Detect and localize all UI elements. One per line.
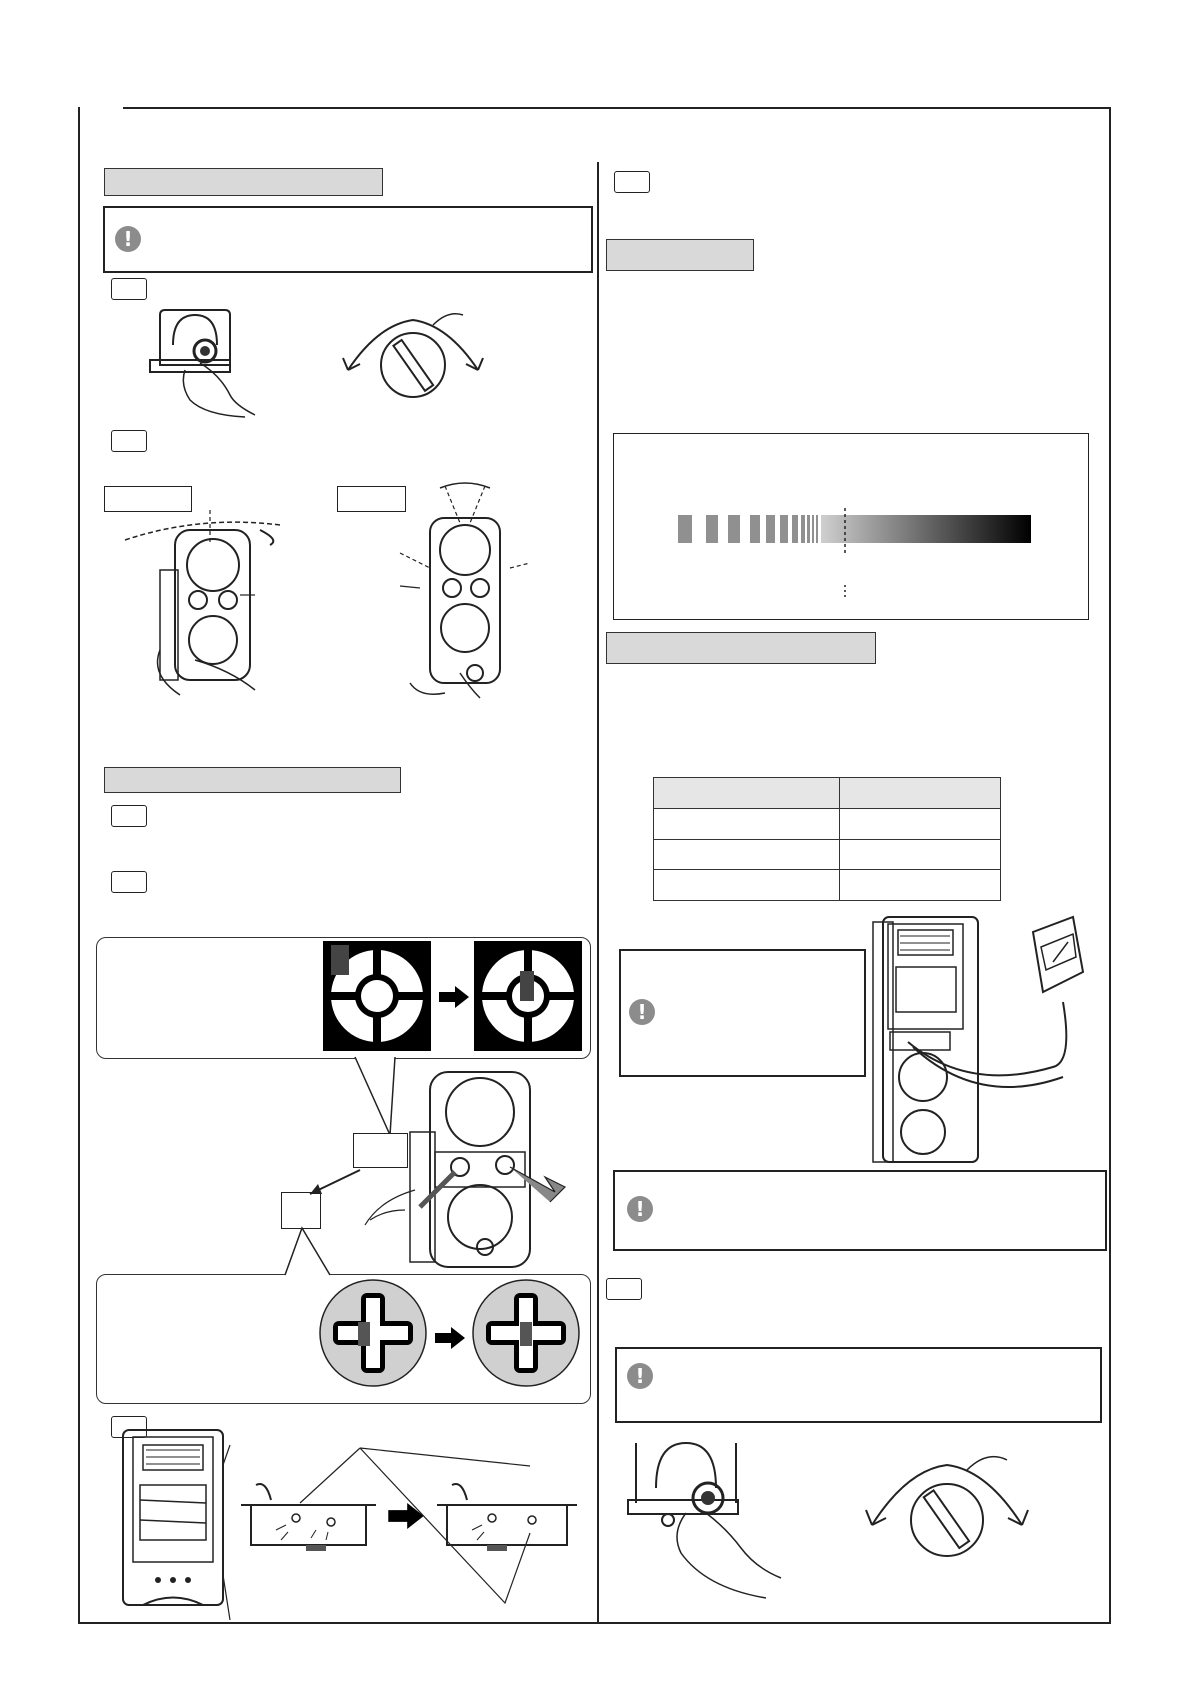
table-row xyxy=(654,839,1001,870)
scope-view-after xyxy=(474,941,582,1051)
caution-note-2 xyxy=(619,949,866,1077)
position-label-a xyxy=(353,1133,408,1168)
warning-icon: ! xyxy=(115,226,141,252)
page-top-rule xyxy=(123,107,1111,109)
table-cell xyxy=(654,839,840,870)
signal-bar-illustration xyxy=(678,505,1038,600)
callout-pointer-bottom xyxy=(285,1228,335,1276)
caution-note-3 xyxy=(613,1170,1107,1251)
warning-icon: ! xyxy=(627,1196,653,1222)
section-heading-4 xyxy=(606,632,876,664)
device-turning-illustration xyxy=(145,305,285,420)
step-number-box xyxy=(111,430,147,452)
device-turning-illustration xyxy=(626,1438,786,1603)
step-number-box xyxy=(614,171,650,193)
right-arrow-icon xyxy=(439,986,469,1008)
page-left-rule xyxy=(78,107,80,1623)
table-cell xyxy=(840,839,1001,870)
table-row xyxy=(654,809,1001,840)
page-bottom-rule xyxy=(78,1622,1111,1624)
caution-note-4 xyxy=(615,1347,1102,1423)
caution-note-1 xyxy=(103,206,593,273)
table-header-cell xyxy=(840,778,1001,809)
warning-icon: ! xyxy=(627,1363,653,1389)
column-divider xyxy=(597,162,599,1622)
detector-unit-illustration xyxy=(405,1062,565,1272)
voltmeter-connection-illustration xyxy=(868,912,1088,1167)
level-table xyxy=(653,777,1001,901)
table-header-row xyxy=(654,778,1001,809)
peep-view-before xyxy=(318,1278,428,1388)
step-number-box xyxy=(111,278,147,300)
warning-icon: ! xyxy=(629,999,655,1025)
peep-view-after xyxy=(471,1278,581,1388)
step-number-box xyxy=(111,871,147,893)
scope-view-before xyxy=(323,941,431,1051)
table-header-cell xyxy=(654,778,840,809)
section-heading-3 xyxy=(606,239,754,271)
table-row xyxy=(654,870,1001,901)
right-arrow-icon xyxy=(435,1327,465,1349)
step-number-box xyxy=(111,805,147,827)
led-leader-lines xyxy=(290,1448,540,1608)
table-cell xyxy=(840,809,1001,840)
step-number-box xyxy=(606,1278,642,1300)
section-heading-2 xyxy=(104,767,401,793)
sighting-hand-illustration xyxy=(360,1180,420,1230)
table-cell xyxy=(654,809,840,840)
vertical-adjustment-illustration xyxy=(400,478,530,698)
horizontal-adjustment-illustration xyxy=(120,500,290,695)
unit-interior-illustration xyxy=(118,1425,233,1620)
knob-rotation-illustration xyxy=(862,1440,1032,1560)
table-cell xyxy=(654,870,840,901)
knob-rotation-illustration xyxy=(338,300,488,400)
table-cell xyxy=(840,870,1001,901)
page-right-rule xyxy=(1109,107,1111,1623)
orientation-label-box-2 xyxy=(337,486,406,512)
section-heading-1 xyxy=(104,168,383,196)
